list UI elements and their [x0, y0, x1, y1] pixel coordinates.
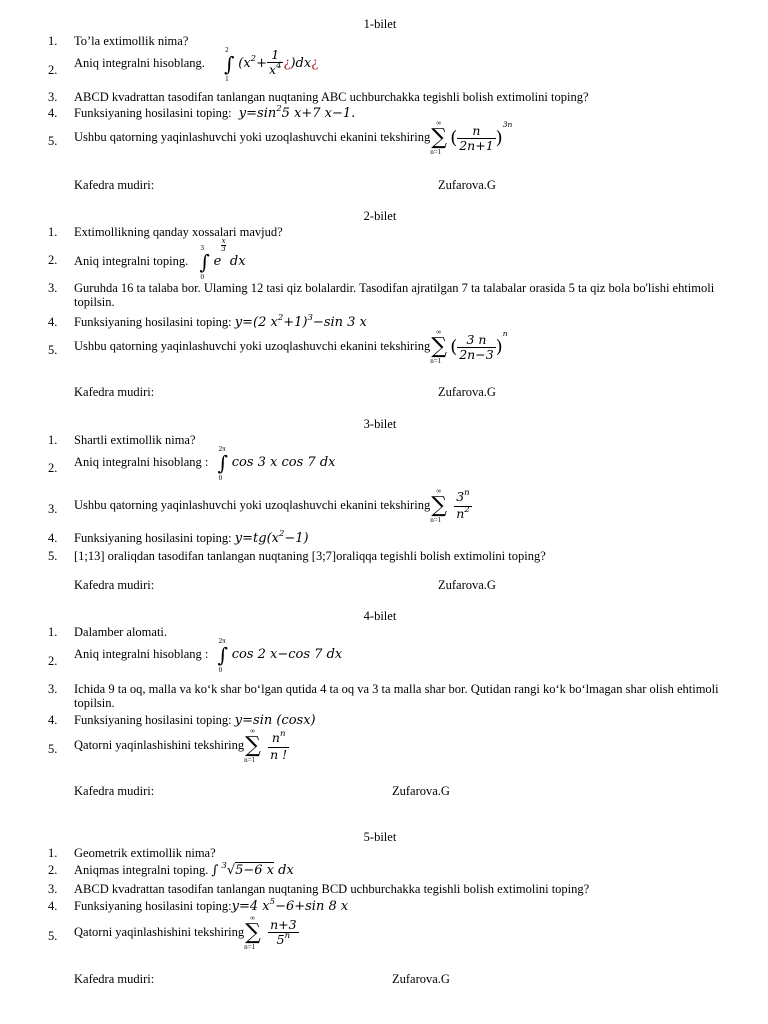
formula: $\frac{n}{2n+1}$	[459, 122, 494, 153]
question-number: 4.	[48, 899, 58, 913]
ticket-title: 5-bilet	[363, 830, 397, 844]
question-text: ABCD kvadrattan tasodifan tanlangan nuqtaning BCD uchburchakka tegishli bolish extimolini toping?	[74, 882, 590, 896]
question-text: Funksiyaning hosilasini toping:	[74, 713, 232, 727]
question-with-formula: Ushbu qatorning yaqinlashuvchi yoki uzoqlashuvchi ekanini tekshiring ∞ ∑ n=1 ( $\frac{3 n}{2n-3}$ )$^n$	[74, 328, 508, 365]
question-with-formula	[74, 446, 335, 480]
ticket-title: 1-bilet	[363, 17, 397, 31]
question-text: Dalamber alomati.	[74, 625, 168, 639]
question-number: 3.	[48, 502, 58, 516]
question-number: 5.	[48, 742, 58, 756]
manager-label: Kafedra mudiri:	[74, 385, 155, 399]
formula: $y=tg(x^2-1)$	[234, 529, 309, 546]
formula: y=(2 $x^2+1)^3-\sin$ 3 x	[234, 313, 367, 330]
manager-name: Zufarova.G	[438, 178, 496, 192]
question-with-formula	[74, 713, 316, 728]
formula: $^3$√5−6 x dx	[221, 861, 294, 878]
manager-name: Zufarova.G	[438, 385, 496, 399]
question-number: 2.	[48, 253, 58, 267]
question-with-formula	[74, 916, 299, 950]
formula: y=4 $x^5-6+\sin$ 8 x	[231, 897, 349, 914]
question-text: Shartli extimollik nima?	[74, 433, 196, 447]
question-text: Geometrik extimollik nima?	[74, 846, 216, 860]
ticket-title: 4-bilet	[363, 609, 397, 623]
ticket-title: 3-bilet	[363, 417, 397, 431]
question-number: 3.	[48, 882, 58, 896]
question-number: 2.	[48, 654, 58, 668]
sum-sign: ∞ ∑ n=1	[430, 328, 447, 365]
manager-name: Zufarova.G	[392, 972, 450, 986]
manager-name: Zufarova.G	[392, 784, 450, 798]
formula: cos 3 x cos 7 dx	[231, 454, 336, 470]
integral-sign: 2π ∫ 0	[217, 445, 229, 482]
manager-name: Zufarova.G	[438, 578, 496, 592]
question-text: To’la extimollik nima?	[74, 34, 189, 48]
question-with-formula	[74, 899, 348, 914]
sum-sign: ∞ ∑ n=1	[244, 727, 261, 764]
question-number: 4.	[48, 713, 58, 727]
question-number: 5.	[48, 134, 58, 148]
question-text: Funksiyaning hosilasini toping:	[74, 315, 232, 329]
question-text: Funksiyaning hosilasini toping:	[74, 531, 232, 545]
question-with-formula	[74, 638, 342, 672]
question-text: Guruhda 16 ta talaba bor. Ulaming 12 tasi qiz bolalardir. Tasodifan ajratilgan 7 ta talabalar orasida 5 ta qiz bola bo'lishi ehtimoli topilsin.	[74, 281, 715, 309]
question-with-formula	[74, 729, 289, 763]
ticket-title: 2-bilet	[363, 209, 397, 223]
manager-label: Kafedra mudiri:	[74, 178, 155, 192]
question-text: ABCD kvadrattan tasodifan tanlangan nuqtaning ABC uchburchakka tegishli bolish extimolini toping?	[74, 90, 589, 104]
manager-label: Kafedra mudiri:	[74, 784, 155, 798]
question-number: 2.	[48, 863, 58, 877]
sum-sign: ∞ ∑ n=1	[244, 914, 261, 951]
question-number: 2.	[48, 461, 58, 475]
question-text: Aniq integralni hisoblang.	[74, 55, 205, 70]
question-text: Aniq integralni hisoblang :	[74, 646, 209, 661]
question-number: 3.	[48, 90, 58, 104]
question-with-formula	[74, 531, 309, 546]
question-text: Aniq integralni hisoblang :	[74, 454, 209, 469]
formula: $\frac{3 n}{2n-3}$	[459, 331, 494, 362]
question-number: 1.	[48, 225, 58, 239]
question-text: Aniqmas integralni toping.	[74, 863, 209, 877]
integral-sign: 3 ∫ 0	[199, 244, 210, 282]
formula: $\frac{3^n}{n^2}$	[456, 487, 470, 521]
question-text: Ushbu qatorning yaqinlashuvchi yoki uzoqlashuvchi ekanini tekshiring	[74, 338, 431, 353]
question-with-formula	[74, 489, 472, 523]
question-number: 3.	[48, 281, 58, 295]
question-with-formula	[74, 863, 294, 878]
question-number: 5.	[48, 549, 58, 563]
question-text: Qatorni yaqinlashishini tekshiring	[74, 737, 245, 752]
question-number: 3.	[48, 682, 58, 696]
question-number: 1.	[48, 846, 58, 860]
formula: y=sin (cosx)	[234, 713, 316, 728]
question-text: Ushbu qatorning yaqinlashuvchi yoki uzoqlashuvchi ekanini tekshiring	[74, 129, 431, 144]
formula: $\frac{n+3}{5^n}$	[270, 916, 297, 947]
question-text: Ushbu qatorning yaqinlashuvchi yoki uzoqlashuvchi ekanini tekshiring	[74, 497, 431, 512]
question-with-formula	[74, 315, 367, 330]
question-number: 5.	[48, 343, 58, 357]
question-with-formula	[74, 237, 246, 282]
integral-sign: ∫	[211, 863, 219, 878]
question-text: Qatorni yaqinlashishini tekshiring	[74, 924, 245, 939]
question-text: Funksiyaning hosilasini toping:	[74, 106, 232, 120]
question-with-formula: Ushbu qatorning yaqinlashuvchi yoki uzoqlashuvchi ekanini tekshiring ∞ ∑ n=1 ( $\frac{n}{2n+1}$ )$^{3n}$	[74, 119, 513, 156]
question-text: Extimollikning qanday xossalari mavjud?	[74, 225, 283, 239]
question-number: 2.	[48, 63, 58, 77]
question-text: Funksiyaning hosilasini toping:	[74, 899, 232, 913]
formula: e $\frac{x}{3}$ dx	[213, 237, 246, 269]
formula: cos 2 x−cos 7 dx	[231, 646, 343, 662]
formula: ($x^2+$ $\frac{1}{x^4}$ ¿)dx¿	[238, 46, 319, 77]
formula: $\frac{n^n}{n !}$	[270, 728, 288, 762]
sum-sign: ∞ ∑ n=1	[430, 487, 447, 524]
question-number: 4.	[48, 106, 58, 120]
question-with-formula	[74, 47, 318, 81]
integral-sign: 2π ∫ 0	[217, 637, 229, 674]
integral-sign: 2 ∫ 1	[224, 46, 235, 83]
manager-label: Kafedra mudiri:	[74, 578, 155, 592]
question-text: Ichida 9 ta oq, malla va ko‘k shar bo‘lgan qutida 4 ta oq va 3 ta malla shar bor. Qutidan rangi ko‘k bo‘lmagan shar olish ehtimoli topilsin.	[74, 682, 719, 710]
question-number: 1.	[48, 625, 58, 639]
sum-sign: ∞ ∑ n=1	[430, 119, 447, 156]
question-text: [1;13] oraliqdan tasodifan tanlangan nuqtaning [3;7]oraliqqa tegishli bolish extimolini toping?	[74, 549, 546, 563]
formula: $y=\sin^25$ x+7 x−1.	[238, 104, 356, 121]
question-with-formula	[74, 106, 355, 121]
question-number: 4.	[48, 315, 58, 329]
manager-label: Kafedra mudiri:	[74, 972, 155, 986]
question-number: 4.	[48, 531, 58, 545]
question-text: Aniq integralni toping.	[74, 254, 189, 268]
question-number: 1.	[48, 34, 58, 48]
question-number: 5.	[48, 929, 58, 943]
question-number: 1.	[48, 433, 58, 447]
